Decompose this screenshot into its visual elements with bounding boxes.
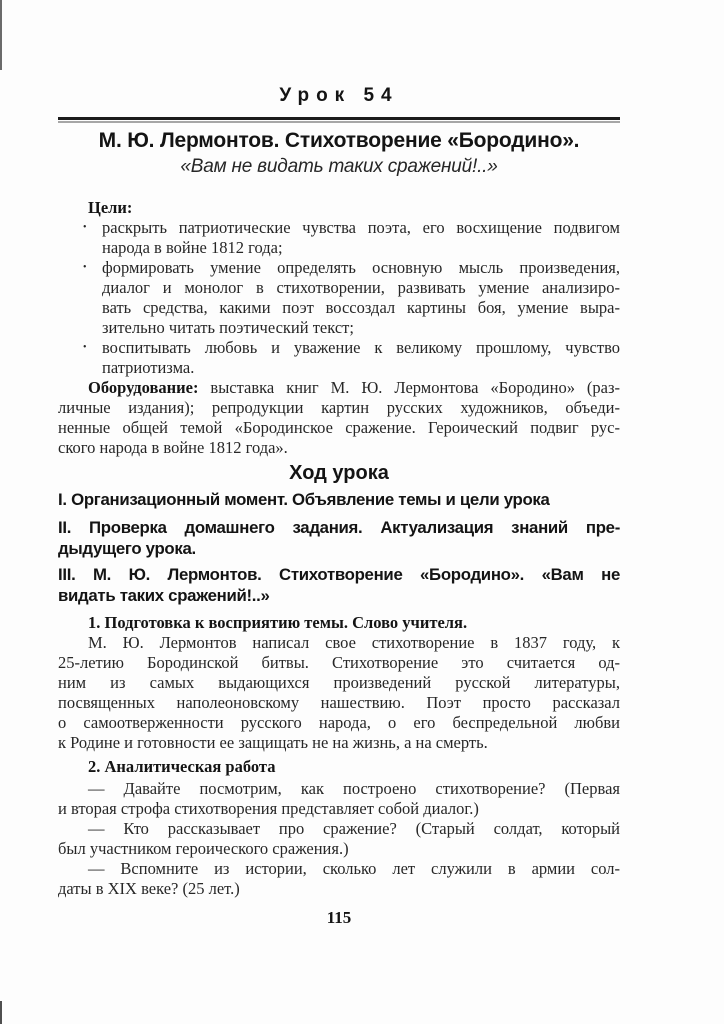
text-line: о самоотверженности русского народа, о его беспредельной любви (58, 712, 620, 732)
section-heading-3 (58, 564, 620, 607)
goal-item (58, 258, 620, 338)
lesson-number-heading: Урок 54 (279, 85, 399, 106)
text-line: формировать умение определять основную мысль произведения, (102, 258, 620, 277)
equipment-label: Оборудование: (88, 378, 199, 397)
equipment-rest-lines (58, 398, 620, 458)
text-line: ненные общей темой «Бородинское сражение. Героический подвиг рус- (58, 418, 620, 437)
text-line: патриотизма. (102, 358, 195, 377)
bullet-icon: • (83, 342, 87, 353)
text-line: — Давайте посмотрим, как построено стихотворение? (Первая (88, 778, 620, 798)
text-line: был участником героического сражения.) (58, 838, 349, 858)
text-line: воспитывать любовь и уважение к великому прошлому, чувство (102, 338, 620, 357)
bullet-icon: • (83, 262, 87, 273)
lesson-subtitle: «Вам не видать таких сражений!..» (180, 156, 498, 177)
text-line: народа в войне 1812 года; (102, 238, 283, 257)
text-line: II. Проверка домашнего задания. Актуализация знаний пре- (58, 517, 620, 537)
dialogue-question-1 (58, 779, 620, 819)
equipment-first-line (58, 378, 620, 398)
bullet-icon: • (83, 222, 87, 233)
goals-label: Цели: (88, 198, 133, 217)
text-line: ского народа в войне 1812 года». (58, 438, 288, 457)
scan-artifact-bottom-left (0, 1001, 2, 1024)
lesson-title: М. Ю. Лермонтов. Стихотворение «Бородино». (98, 129, 580, 152)
equipment-first-line-text: выставка книг М. Ю. Лермонтова «Бородино» (раз- (198, 378, 620, 397)
section-heading-2 (58, 517, 620, 560)
page-number: 115 (326, 908, 352, 927)
text-line: зительно читать поэтический текст; (102, 318, 354, 337)
goal-text (102, 338, 620, 378)
subsection-heading-1: 1. Подготовка к восприятию темы. Слово учителя. (88, 612, 468, 632)
text-line: дыдущего урока. (58, 539, 196, 558)
lesson-flow-heading: Ход урока (289, 462, 389, 484)
text-line: 25-летию Бородинской битвы. Стихотворение это считается од- (58, 652, 620, 672)
text-line: даты в XIX веке? (25 лет.) (58, 878, 240, 898)
text-line: III. М. Ю. Лермонтов. Стихотворение «Бородино». «Вам не (58, 564, 620, 584)
text-line: личные издания); репродукции картин русских художников, объеди- (58, 398, 620, 417)
text-line: I. Организационный момент. Объявление темы и цели урока (58, 490, 550, 509)
text-line: — Вспомните из истории, сколько лет служили в армии сол- (88, 858, 620, 878)
dialogue-question-3 (58, 859, 620, 899)
dialogue-question-2 (58, 819, 620, 859)
subsection-heading-2: 2. Аналитическая работа (88, 756, 276, 776)
scan-artifact-top-left (0, 0, 2, 70)
text-line: диалог и монолог в стихотворении, развивать умение анализиро- (102, 278, 620, 297)
goal-text (102, 218, 620, 258)
header-rule (58, 117, 620, 123)
text-line: ним из самых выдающихся произведений русской литературы, (58, 672, 620, 692)
text-line: М. Ю. Лермонтов написал свое стихотворение в 1837 году, к (88, 632, 620, 652)
goal-item (58, 338, 620, 378)
teacher-word-paragraph (58, 633, 620, 753)
text-line: и вторая строфа стихотворения представляет собой диалог.) (58, 798, 479, 818)
text-line: посвященных наполеоновскому нашествию. Поэт просто рассказал (58, 692, 620, 712)
goal-text (102, 258, 620, 338)
text-line: вать средства, какими поэт воссоздал картины боя, умение выра- (102, 298, 620, 317)
goal-item (58, 218, 620, 258)
text-line: раскрыть патриотические чувства поэта, его восхищение подвигом (102, 218, 620, 237)
text-line: к Родине и готовности ее защищать не на жизнь, а на смерть. (58, 732, 488, 752)
equipment-paragraph (58, 378, 620, 458)
text-line: видать таких сражений!..» (58, 586, 270, 605)
text-column (58, 86, 620, 899)
text-line: — Кто рассказывает про сражение? (Старый солдат, который (88, 818, 620, 838)
section-heading-1 (58, 489, 620, 511)
